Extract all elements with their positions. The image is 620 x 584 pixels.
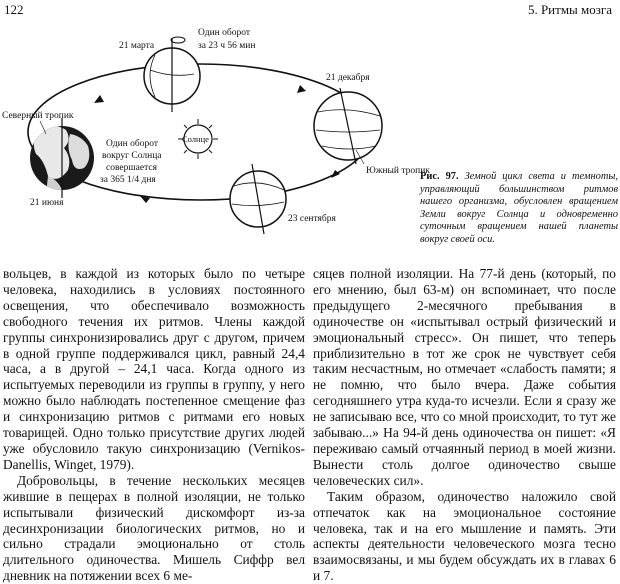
figure-label: Рис. 97. <box>420 171 459 182</box>
label-south-tropic: Южный тропик <box>366 166 430 176</box>
paragraph: Добровольцы, в течение нескольких месяцев жившие в пещерах в полной изоляции, не только испытывали физический дискомфорт из-за десинхронизации биологических ритмов, но и сильно страдали эмоционально от столь длительного одиночества. Мишель Сиффр вел дневник на потяжении всех 6 ме- <box>3 472 305 584</box>
paragraph: вольцев, в каждой из которых было по четыре человека, находились в условиях постоянного освещения, что обеспечивало возможность свободного течения их ритмов. Члены каждой группы синхронизировались друг с другом, причем в одной группе поддерживался цикл, равный 24,4 часа, а в другой – 24,1 часа. Когда одного из испытуемых переводили из группы в группу, у него можно было наблюдать постепенное смещение фаз и синхронизацию ритмов с ритмами его новых товарищей. Одно только присутствие других людей уже обусловило такую синхронизацию (Vernikos-Danellis, Winget, 1979). <box>3 266 305 472</box>
paragraph: сяцев полной изоляции. На 77-й день (который, по его мнению, был 63-м) он вспоминает, что после предыдущего 2-месячного пребывания в одиночестве он «испытывал острый физический и эмоциональный стресс». Он пишет, что теперь приблизительно в тот же срок не чувствует себя таким несчастным, но отмечает «слабость памяти; я не помню, что было вчера. Даже события сегодняшнего утра куда-то исчезли. Если я сразу же не записываю все, что со мной происходит, то тут же забываю...» На 94-й день одиночества он пишет: «Я переживаю самый отчаянный период в моей жизни. Вынести столь долгое одиночество свыше человеческих сил». <box>313 266 616 488</box>
page-number: 122 <box>4 2 24 17</box>
label-orbit-2: вокруг Солнца <box>102 151 162 161</box>
orbit-arrow-icon <box>297 85 306 93</box>
label-sun: Солнце <box>182 134 209 144</box>
earth-september-globe <box>230 164 286 234</box>
orbit-arrow-icon <box>94 95 104 103</box>
orbit-arrow-icon <box>331 170 340 178</box>
right-column <box>313 266 616 584</box>
figure-caption <box>420 171 618 247</box>
left-column <box>3 266 305 584</box>
label-mar21: 21 марта <box>119 41 155 51</box>
label-orbit-3: совершается <box>106 163 157 173</box>
paragraph: Таким образом, одиночество наложило свой отпечаток как на эмоциональное состояние человека, так и на его мышление и память. Эти аспекты деятельности человеческого мозга тесно взаимосвязаны, и мы будем обсуждать их в главах 6 и 7. <box>313 488 616 584</box>
label-north-tropic: Северный тропик <box>2 111 74 121</box>
earth-june-globe <box>30 118 94 198</box>
earth-december-globe <box>314 88 382 164</box>
label-orbit-4: за 365 1/4 дня <box>100 175 156 185</box>
running-head: 5. Ритмы мозга <box>527 2 612 17</box>
label-jun21: 21 июня <box>30 198 64 208</box>
label-rotation-1: Один оборот <box>198 28 250 38</box>
label-rotation-2: за 23 ч 56 мин <box>198 41 256 51</box>
label-dec21: 21 декабря <box>326 73 370 83</box>
label-orbit-1: Один оборот <box>106 139 158 149</box>
label-sep23: 23 сентября <box>288 214 336 224</box>
figure-caption-text: Земной цикл света и темноты, управляющий большинством ритмов нашего организма, обусловлен вращением Земли вокруг Солнца и одновременно суточным вращением нашей планеты вокруг своей оси. <box>420 171 618 245</box>
